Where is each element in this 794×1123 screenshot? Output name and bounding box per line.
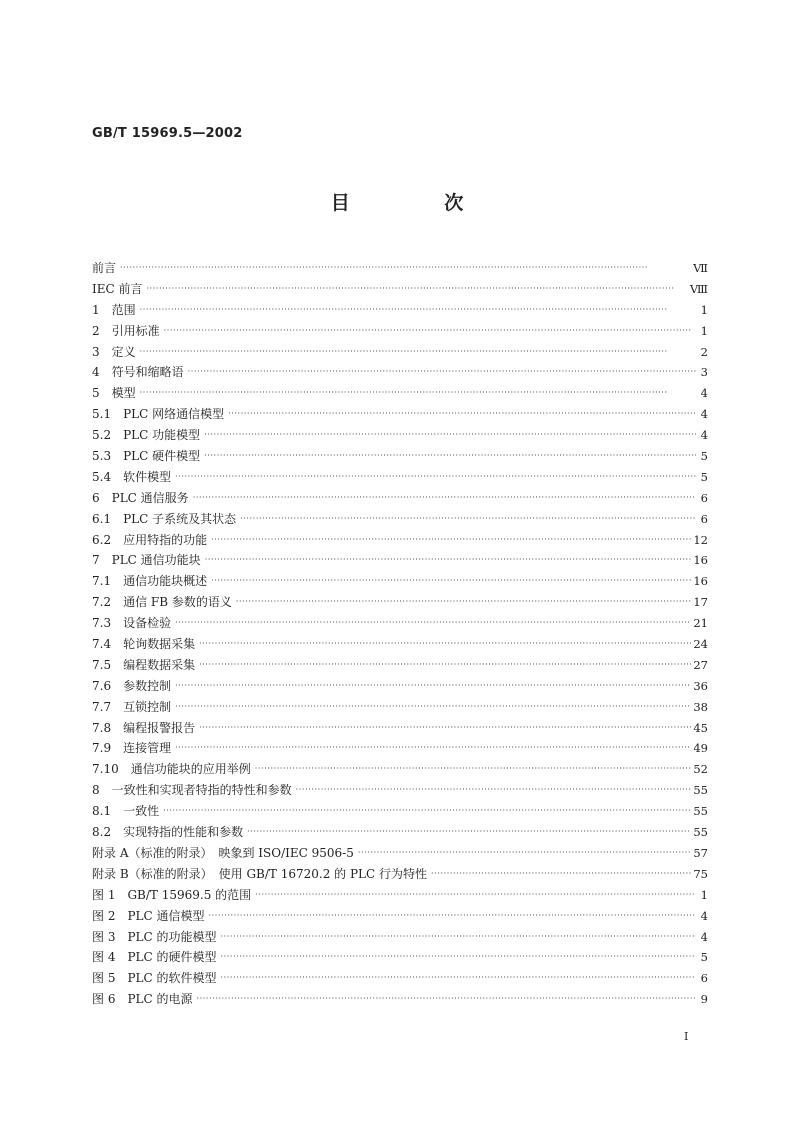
toc-dot-leader <box>431 864 691 885</box>
toc-entry-page: 27 <box>693 657 708 672</box>
toc-entry-page: 75 <box>693 866 708 881</box>
toc-dot-leader <box>140 342 696 363</box>
toc-entry-page: 6 <box>700 511 708 526</box>
toc-entry-label: 7.1 通信功能块概述 <box>92 574 208 589</box>
toc-entry-page: 9 <box>700 992 708 1007</box>
toc-entry-label: 图 1 GB/T 15969.5 的范围 <box>92 887 252 902</box>
toc-entry-label: 8 一致性和实现者特指的特性和参数 <box>92 783 292 798</box>
toc-entry-page: 4 <box>700 428 708 443</box>
toc-entry <box>92 383 708 404</box>
toc-dot-leader <box>164 321 696 342</box>
toc-entry <box>92 989 708 1010</box>
toc-entry-label: IEC 前言 <box>92 281 143 296</box>
toc-dot-leader <box>211 571 691 592</box>
toc-entry-label: 7 PLC 通信功能块 <box>92 553 201 568</box>
toc-entry <box>92 718 708 739</box>
toc-entry-label: 1 范围 <box>92 302 136 317</box>
toc-dot-leader <box>175 697 691 718</box>
toc-dot-leader <box>221 968 697 989</box>
toc-entry-label: 7.10 通信功能块的应用举例 <box>92 762 251 777</box>
table-of-contents <box>92 258 708 1010</box>
toc-entry-page: Ⅷ <box>689 281 708 296</box>
toc-entry-page: 21 <box>693 616 708 631</box>
toc-entry-page: 17 <box>693 595 708 610</box>
toc-dot-leader <box>221 947 697 968</box>
toc-entry-label: 图 2 PLC 通信模型 <box>92 908 205 923</box>
toc-dot-leader <box>188 362 696 383</box>
toc-dot-leader <box>147 279 688 300</box>
toc-entry-page: 45 <box>693 720 708 735</box>
toc-entry-page: 55 <box>693 804 708 819</box>
toc-entry <box>92 362 708 383</box>
toc-dot-leader <box>199 634 691 655</box>
toc-entry-label: 前言 <box>92 261 117 275</box>
toc-entry-label: 5.4 软件模型 <box>92 469 172 484</box>
toc-entry-page: 6 <box>700 971 708 986</box>
toc-entry-label: 6.1 PLC 子系统及其状态 <box>92 511 237 526</box>
toc-dot-leader <box>240 509 696 530</box>
toc-entry-label: 图 6 PLC 的电源 <box>92 992 193 1007</box>
toc-entry <box>92 927 708 948</box>
toc-dot-leader <box>140 300 696 321</box>
toc-entry <box>92 864 708 885</box>
toc-entry-page: 5 <box>700 950 708 965</box>
toc-entry <box>92 530 708 551</box>
toc-entry-page: 4 <box>700 407 708 422</box>
toc-entry-label: 7.3 设备检验 <box>92 616 172 631</box>
toc-entry <box>92 321 708 342</box>
toc-entry-label: 8.2 实现特指的性能和参数 <box>92 825 244 840</box>
toc-dot-leader <box>247 822 691 843</box>
toc-entry-label: 5.3 PLC 硬件模型 <box>92 449 201 464</box>
toc-entry <box>92 655 708 676</box>
toc-dot-leader <box>193 488 696 509</box>
toc-entry <box>92 738 708 759</box>
toc-entry <box>92 446 708 467</box>
toc-entry-label: 7.2 通信 FB 参数的语义 <box>92 595 232 610</box>
toc-dot-leader <box>209 906 697 927</box>
standard-code: GB/T 15969.5—2002 <box>92 126 243 141</box>
toc-entry <box>92 404 708 425</box>
toc-entry <box>92 425 708 446</box>
toc-entry-page: 57 <box>693 845 708 860</box>
toc-entry-label: 6.2 应用特指的功能 <box>92 532 208 547</box>
toc-entry-page: 49 <box>693 741 708 756</box>
toc-entry-label: 7.4 轮询数据采集 <box>92 637 196 652</box>
toc-entry-page: 6 <box>700 490 708 505</box>
toc-entry-page: 5 <box>700 449 708 464</box>
toc-entry <box>92 613 708 634</box>
toc-entry-page: 5 <box>700 469 708 484</box>
toc-entry <box>92 906 708 927</box>
toc-entry <box>92 550 708 571</box>
toc-dot-leader <box>296 780 692 801</box>
toc-entry-page: 1 <box>700 323 708 338</box>
page-number: I <box>684 1030 689 1043</box>
toc-dot-leader <box>120 258 691 279</box>
toc-entry-label: 2 引用标准 <box>92 323 160 338</box>
toc-entry-label: 附录 B（标准的附录） 使用 GB/T 16720.2 的 PLC 行为特性 <box>92 866 428 881</box>
toc-entry <box>92 279 708 300</box>
toc-entry-page: 16 <box>693 574 708 589</box>
toc-dot-leader <box>211 530 691 551</box>
toc-entry-page: 12 <box>693 532 708 547</box>
toc-entry <box>92 843 708 864</box>
toc-entry-page: 3 <box>700 365 708 380</box>
toc-entry-page: 4 <box>700 929 708 944</box>
toc-dot-leader <box>163 801 691 822</box>
toc-entry <box>92 592 708 613</box>
toc-entry <box>92 342 708 363</box>
toc-entry-page: 2 <box>700 344 708 359</box>
toc-entry-label: 5.2 PLC 功能模型 <box>92 428 201 443</box>
toc-dot-leader <box>175 613 691 634</box>
toc-entry-page: 55 <box>693 783 708 798</box>
toc-entry <box>92 571 708 592</box>
page-title: 目 次 <box>330 192 508 214</box>
toc-dot-leader <box>236 592 692 613</box>
toc-entry-page: 16 <box>693 553 708 568</box>
toc-entry <box>92 780 708 801</box>
toc-entry-label: 7.9 连接管理 <box>92 741 172 756</box>
toc-entry <box>92 676 708 697</box>
toc-dot-leader <box>175 676 691 697</box>
toc-dot-leader <box>205 550 692 571</box>
toc-entry <box>92 697 708 718</box>
toc-dot-leader <box>175 738 691 759</box>
toc-entry <box>92 634 708 655</box>
toc-entry <box>92 759 708 780</box>
toc-entry-page: 24 <box>693 637 708 652</box>
toc-entry-page: 38 <box>693 699 708 714</box>
toc-entry-label: 图 4 PLC 的硬件模型 <box>92 950 217 965</box>
toc-entry <box>92 509 708 530</box>
toc-entry-page: 1 <box>700 887 708 902</box>
toc-dot-leader <box>204 425 696 446</box>
toc-dot-leader <box>175 467 696 488</box>
toc-entry-label: 4 符号和缩略语 <box>92 365 184 380</box>
toc-entry-label: 7.7 互锁控制 <box>92 699 172 714</box>
toc-entry-page: 1 <box>700 302 708 317</box>
toc-dot-leader <box>197 989 697 1010</box>
toc-entry <box>92 947 708 968</box>
toc-entry-page: 52 <box>693 762 708 777</box>
toc-dot-leader <box>358 843 691 864</box>
toc-entry-label: 7.8 编程报警报告 <box>92 720 196 735</box>
toc-entry <box>92 885 708 906</box>
toc-dot-leader <box>255 885 696 906</box>
toc-entry <box>92 300 708 321</box>
toc-entry-page: 4 <box>700 908 708 923</box>
toc-entry <box>92 968 708 989</box>
toc-entry <box>92 488 708 509</box>
toc-entry-page: Ⅶ <box>693 261 708 275</box>
toc-entry <box>92 258 708 279</box>
toc-entry <box>92 801 708 822</box>
toc-entry-page: 55 <box>693 825 708 840</box>
toc-entry-label: 附录 A（标准的附录） 映象到 ISO/IEC 9506-5 <box>92 845 354 860</box>
toc-entry-label: 6 PLC 通信服务 <box>92 490 189 505</box>
toc-entry <box>92 467 708 488</box>
toc-dot-leader <box>204 446 696 467</box>
toc-entry-page: 4 <box>700 386 708 401</box>
toc-entry-page: 36 <box>693 678 708 693</box>
toc-dot-leader <box>255 759 692 780</box>
toc-dot-leader <box>199 718 691 739</box>
toc-entry <box>92 822 708 843</box>
toc-dot-leader <box>140 383 696 404</box>
toc-entry-label: 7.6 参数控制 <box>92 678 172 693</box>
toc-entry-label: 图 3 PLC 的功能模型 <box>92 929 217 944</box>
toc-entry-label: 3 定义 <box>92 344 136 359</box>
toc-entry-label: 7.5 编程数据采集 <box>92 657 196 672</box>
toc-dot-leader <box>199 655 691 676</box>
toc-entry-label: 5.1 PLC 网络通信模型 <box>92 407 225 422</box>
toc-entry-label: 图 5 PLC 的软件模型 <box>92 971 217 986</box>
toc-dot-leader <box>228 404 696 425</box>
toc-entry-label: 5 模型 <box>92 386 136 401</box>
toc-dot-leader <box>221 927 697 948</box>
toc-entry-label: 8.1 一致性 <box>92 804 160 819</box>
